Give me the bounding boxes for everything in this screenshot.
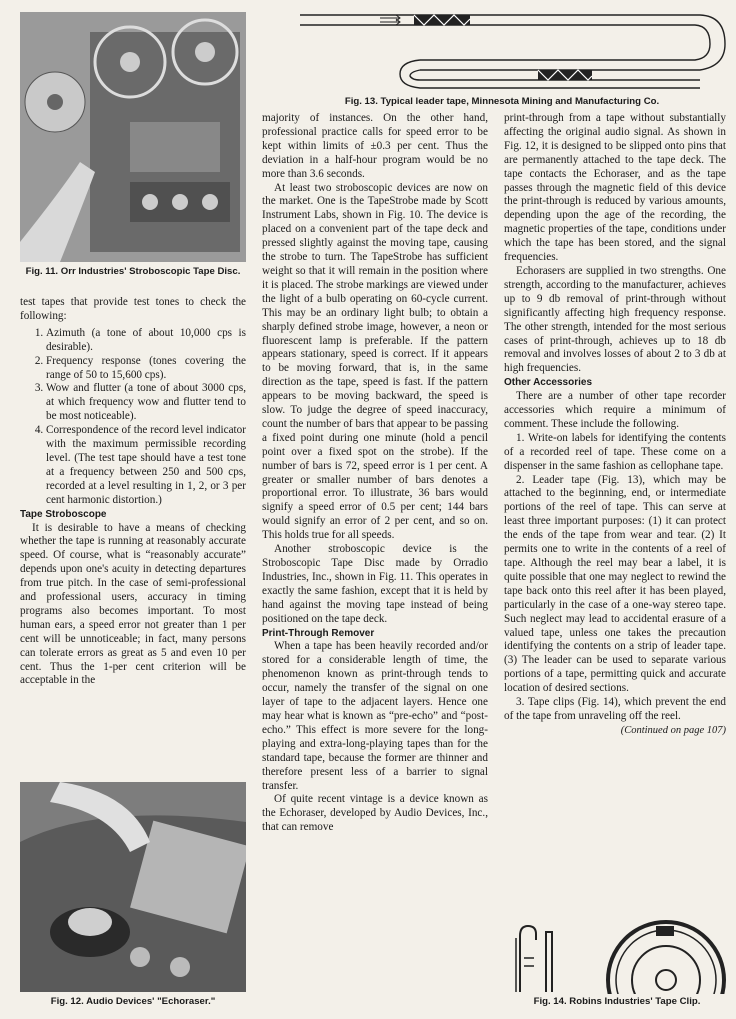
column-1 bbox=[20, 296, 246, 688]
paragraph: print-through from a tape without substantially affecting the original audio signal. As shown in Fig. 12, it is designed to be slipped onto pins that are permanently attached to the tape deck. The tape contacts the Echoraser, and as the tape passes through the magnetic field of this device the print-through is reduced by various amounts, depending upon the age of the recording, the magnetic properties of the tape, conditions under which the tape has been stored, and the signal frequencies. bbox=[504, 112, 726, 264]
paragraph: majority of instances. On the other hand, professional practice calls for speed error to be kept within limits of ±0.3 per cent. Thus the deviation in a half-hour program would be no more than 3.6 seconds. bbox=[262, 112, 488, 180]
paragraph: At least two stroboscopic devices are now on the market. One is the TapeStrobe made by Scott Instrument Labs, shown in Fig. 10. The device is placed on a convenient part of the tape deck and pressed slightly against the moving tape, causing the strobe to turn. The TapeStrobe has sufficient weight so that it will remain in the position where it is placed. The strobe markings are viewed under the light of a bulb operating on 60-cycle current. This may be an ordinary light bulb; to obtain a sharply defined strobe image, however, a neon or fluorescent lamp is preferable. If the pattern appears stationary, speed is correct. If it appears to be moving forward, that is, in the same direction as the tape, speed is fast. If the pattern appears to be moving backward, the speed is slow. To judge the degree of speed inaccuracy, count the number of bars that appear to be passing a fixed point during one minute (hold a pencil point over a fixed spot on the strobe). If the number of bars is 72, speed error is 1 per cent. A greater or smaller number of bars denotes a proportional error. To illustrate, 36 bars would signify a speed error of 0.5 per cent; 144 bars would signify an error of 2 per cent, and so on. This holds true for all speeds. bbox=[262, 181, 488, 542]
col1-intro: test tapes that provide test tones to check the following: bbox=[20, 296, 246, 322]
column-2 bbox=[262, 112, 488, 835]
heading-tape-stroboscope: Tape Stroboscope bbox=[20, 508, 107, 520]
paragraph: 3. Tape clips (Fig. 14), which prevent the end of the tape from unraveling off the reel. bbox=[504, 696, 726, 722]
fig11-caption: Fig. 11. Orr Industries' Stroboscopic Tape Disc. bbox=[25, 266, 241, 277]
fig13-caption: Fig. 13. Typical leader tape, Minnesota Mining and Manufacturing Co. bbox=[344, 96, 660, 107]
test-tone-list bbox=[20, 327, 246, 508]
list-item: 4. Correspondence of the record level indicator with the maximum permissible recording level. (The test tape should have a test tone at a frequency between 250 and 500 cps, recorded at a level resulting in 1, 2, or 3 per cent harmonic distortion.) bbox=[46, 424, 246, 507]
column-3 bbox=[504, 112, 726, 738]
paragraph: It is desirable to have a means of checking whether the tape is running at reasonably accurate speed. Of course, what is “reasonably accurate” depends upon one's acuity in detecting departures from true pitch. In the case of semi-professional and professional users, accuracy in timing programs also becomes important. To most human ears, a speed error not greater than 1 per cent will be unnoticeable; in fact, many persons can tolerate errors as great as 5 and even 10 per cent. Thus the 1-per cent criterion will be acceptable in the bbox=[20, 521, 246, 687]
fig11-photo bbox=[20, 12, 246, 262]
paragraph: Of quite recent vintage is a device known as the Echoraser, developed by Audio Devices, Inc., that can remove bbox=[262, 793, 488, 834]
fig12-photo bbox=[20, 782, 246, 992]
paragraph: There are a number of other tape recorder accessories which require a minimum of comment. These include the following. bbox=[504, 390, 726, 430]
fig14-caption: Fig. 14. Robins Industries' Tape Clip. bbox=[533, 996, 701, 1007]
continued-note: (Continued on page 107) bbox=[620, 724, 726, 736]
fig13-drawing bbox=[300, 4, 730, 92]
heading-print-through: Print-Through Remover bbox=[262, 627, 375, 639]
paragraph: Another stroboscopic device is the Stroboscopic Tape Disc made by Orradio Industries, Inc., shown in Fig. 11. This operates in exactly the same fashion, except that it is held by hand against the moving tape instead of being positioned on the tape deck. bbox=[262, 543, 488, 625]
fig12-caption: Fig. 12. Audio Devices' "Echoraser." bbox=[50, 996, 216, 1007]
paragraph: 1. Write-on labels for identifying the contents of a recorded reel of tape. These come on a dispenser in the same fashion as cellophane tape. bbox=[504, 431, 726, 472]
fig14-drawing bbox=[506, 918, 728, 994]
paragraph: Echorasers are supplied in two strengths. One strength, according to the manufacturer, achieves up to 9 db removal of print-through without significantly affecting high frequency response. The other strength, intended for the most serious cases of print-through, achieves up to 18 db removal and involves losses of about 2 to 3 db at high frequencies. bbox=[504, 264, 726, 375]
heading-other-accessories: Other Accessories bbox=[504, 377, 593, 389]
paragraph: 2. Leader tape (Fig. 13), which may be attached to the beginning, end, or intermediate portions of the reel of tape. This can serve at least three important purposes: (1) it can protect the ends of the tape from wear and tear. (2) It permits one to write in the contents of a reel of tape. Although the reel may bear a label, it is quite possible that one may neglect to rewind the tape back onto this reel after it has been played, particularly in the case of a one-way stereo tape. Such neglect may lead to accidental erasure of a valued tape, unless one takes the precaution identifying the contents on a strip of leader tape. (3) The leader can be used to separate various portions of a tape, permitting quick and accurate location of desired sections. bbox=[504, 473, 726, 695]
paragraph: When a tape has been heavily recorded and/or stored for a considerable length of time, the phenomenon known as print-through tends to occur, namely the transfer of the signal on one layer of tape to the adjacent layers. Hence one may hear what is known as “pre-echo” and “post-echo.” This effect is more severe for the long-playing and extra-long-playing tapes than for the standard tape, because the former are thinner and therefore present less of a barrier to signal transfer. bbox=[262, 640, 488, 792]
list-item: 1. Azimuth (a tone of about 10,000 cps is desirable). bbox=[46, 327, 246, 355]
list-item: 3. Wow and flutter (a tone of about 3000 cps, at which frequency wow and flutter tend to be most noticeable). bbox=[46, 382, 246, 424]
list-item: 2. Frequency response (tones covering the range of 50 to 15,600 cps). bbox=[46, 355, 246, 383]
